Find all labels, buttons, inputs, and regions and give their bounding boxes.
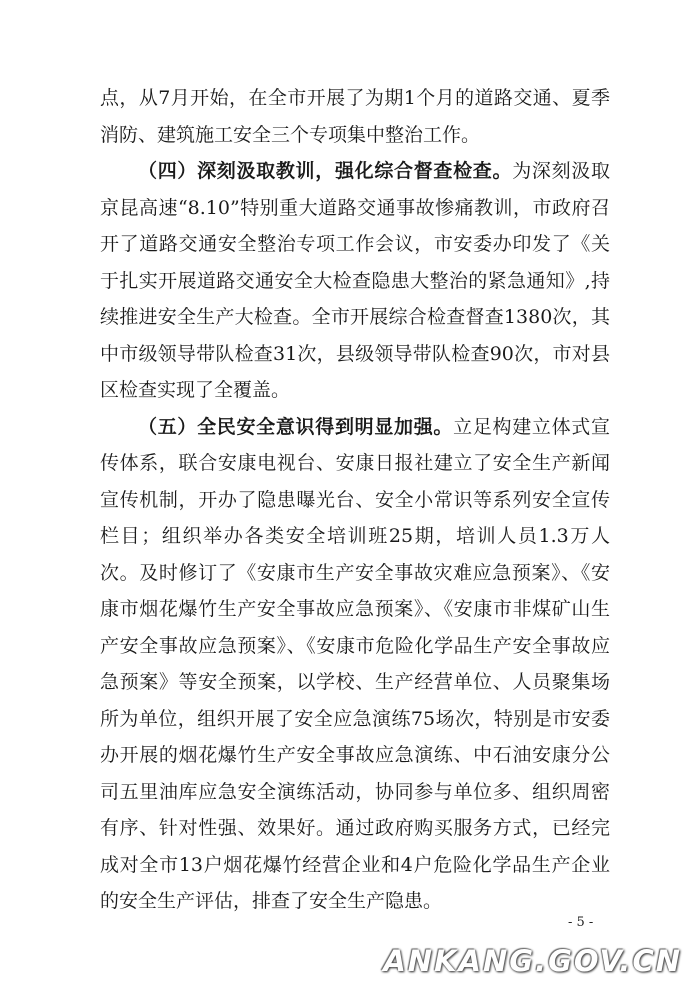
paragraph-text: 为深刻汲取京昆高速“8.10”特别重大道路交通事故惨痛教训，市政府召开了道路交通安全整治专项工作会议，市安委办印发了《关于扎实开展道路交通安全大检查隐患大整治的紧急通知》,持续推进安全生产大检查。全市开展综合检查督查1380次，其中市级领导带队检查31次，县级领导带队检查90次，市对县区检查实现了全覆盖。 [100,160,610,401]
paragraph-text: 立足构建立体式宣传体系，联合安康电视台、安康日报社建立了安全生产新闻宣传机制，开办了隐患曝光台、安全小常识等系列安全宣传栏目；组织举办各类安全培训班25期，培训人员1.3万人次。及时修订了《安康市生产安全事故灾难应急预案》、《安康市烟花爆竹生产安全事故应急预案》、《安康市非煤矿山生产安全事故应急预案》、《安康市危险化学品生产安全事故应急预案》等安全预案，以学校、生产经营单位、人员聚集场所为单位，组织开展了安全应急演练75场次，特别是市安委办开展的烟花爆竹生产安全事故应急演练、中石油安康分公司五里油库应急安全演练活动，协同参与单位多、组织周密有序、针对性强、效果好。通过政府购买服务方式，已经完成对全市13户烟花爆竹经营企业和4户危险化学品生产企业的安全生产评估，排查了安全生产隐患。 [100,415,610,912]
paragraph-continuation [100,80,610,153]
page-number: - 5 - [568,915,594,930]
section-heading: （五）全民安全意识得到明显加强。 [138,415,454,438]
paragraph-text: 点，从7月开始，在全市开展了为期1个月的道路交通、夏季消防、建筑施工安全三个专项集中整治工作。 [100,87,610,146]
site-watermark: ANKANG.GOV.CN [383,944,682,978]
document-body [100,80,610,920]
section-heading: （四）深刻汲取教训，强化综合督查检查。 [138,160,513,182]
paragraph-section-4 [100,153,610,409]
paragraph-section-5 [100,409,610,920]
